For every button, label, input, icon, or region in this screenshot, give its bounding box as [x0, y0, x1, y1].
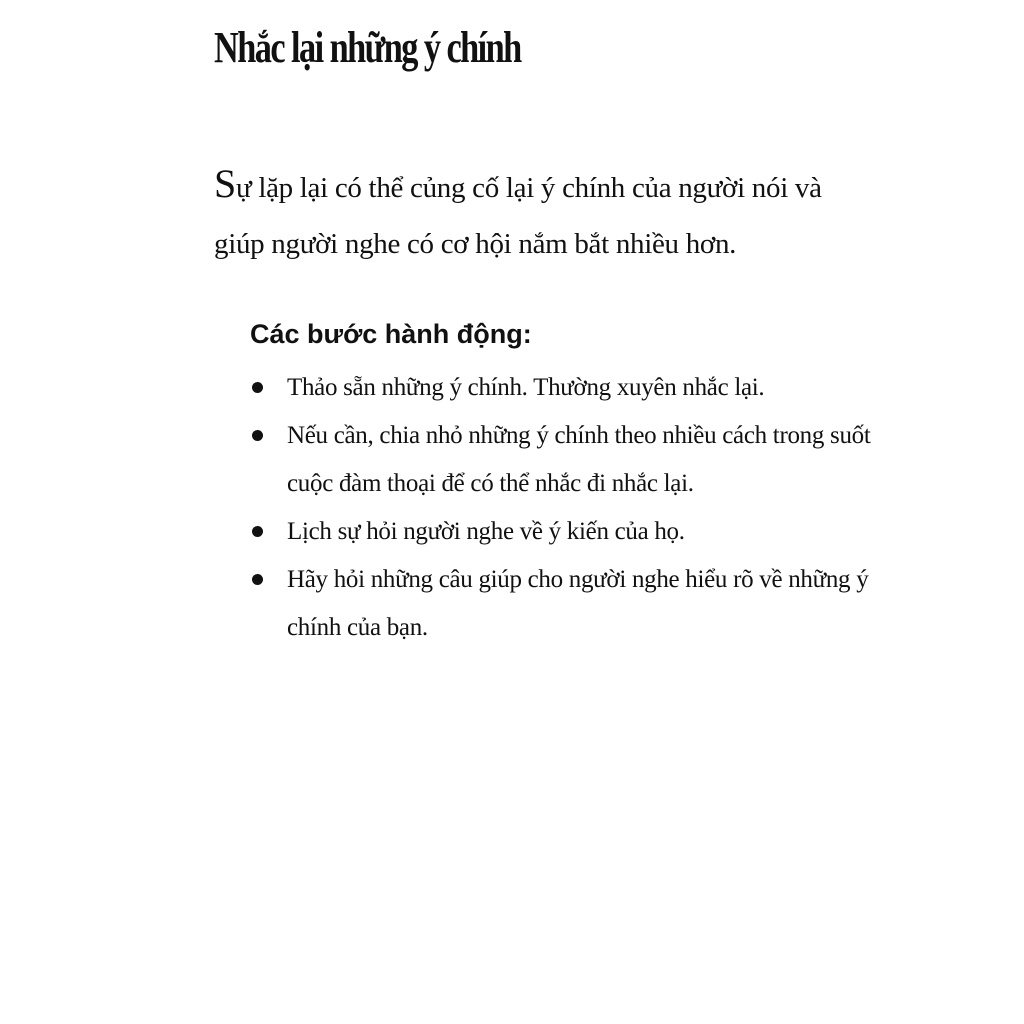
step-item [250, 412, 890, 508]
steps-list [250, 364, 890, 652]
step-text: Hãy hỏi những câu giúp cho người nghe hiểu rõ về những ý chính của bạn. [287, 566, 869, 641]
step-text: Thảo sẵn những ý chính. Thường xuyên nhắc lại. [287, 374, 765, 401]
step-item [250, 364, 890, 412]
page-title: Nhắc lại những ý chính [214, 23, 521, 72]
step-item [250, 508, 890, 556]
intro-paragraph [214, 160, 874, 272]
step-text: Lịch sự hỏi người nghe về ý kiến của họ. [287, 518, 685, 545]
bullet-icon [252, 574, 263, 585]
intro-drop-cap: S [214, 161, 236, 206]
bullet-icon [252, 382, 263, 393]
steps-heading: Các bước hành động: [250, 319, 532, 349]
step-item [250, 556, 890, 652]
step-text: Nếu cần, chia nhỏ những ý chính theo nhiều cách trong suốt cuộc đàm thoại để có thể nhắc đi nhắc lại. [287, 422, 871, 497]
intro-text: ự lặp lại có thể củng cố lại ý chính của người nói và giúp người nghe có cơ hội nắm bắt nhiều hơn. [214, 172, 822, 260]
bullet-icon [252, 526, 263, 537]
bullet-icon [252, 430, 263, 441]
